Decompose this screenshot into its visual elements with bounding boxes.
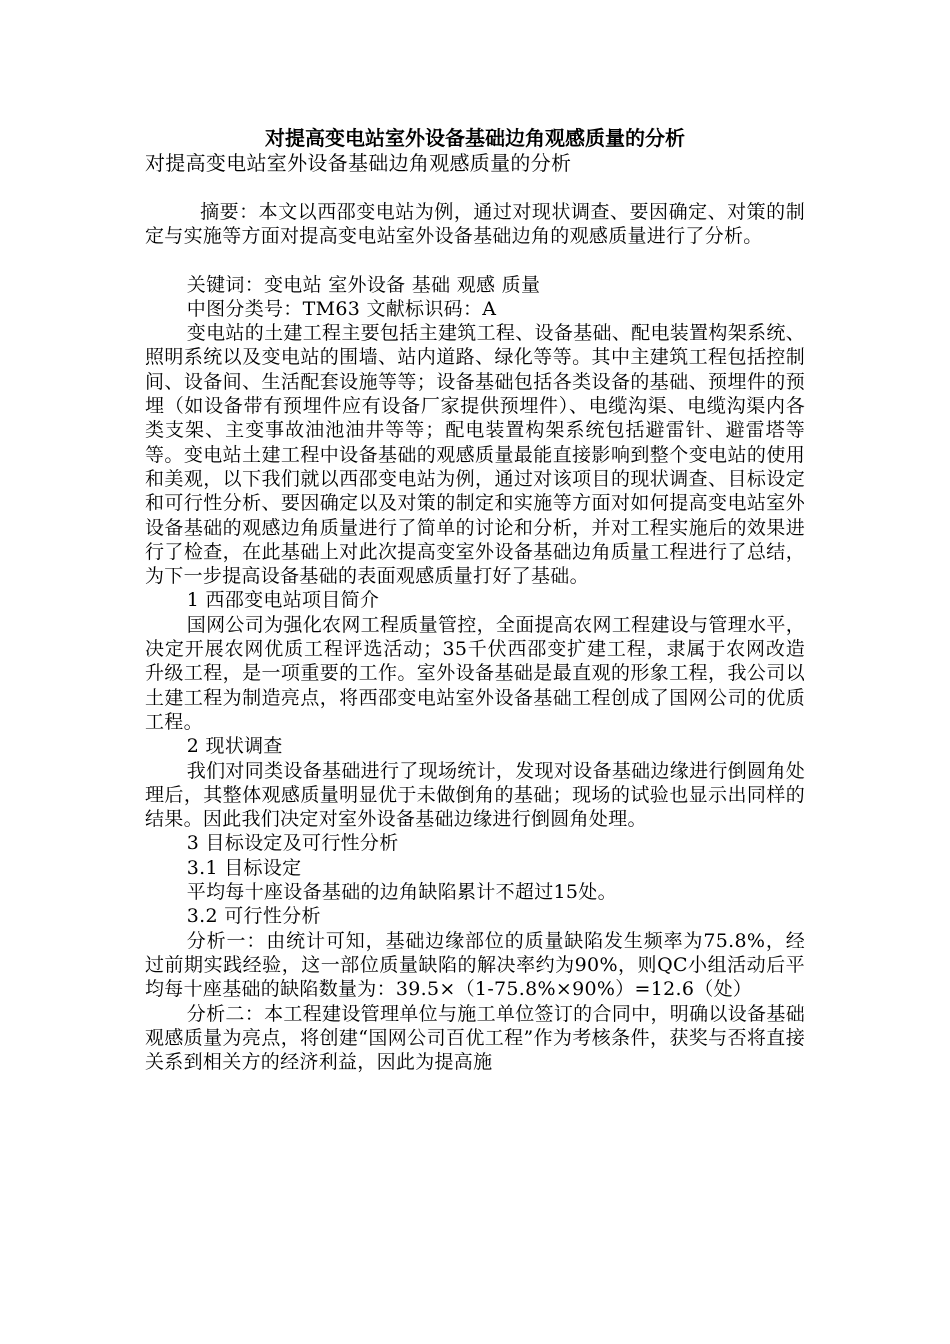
section-heading-2: 2 现状调查	[186, 735, 283, 758]
section-1-paragraph: 国网公司为强化农网工程质量管控，全面提高农网工程建设与管理水平，决定开展农网优质工程评选活动；35千伏西邵变扩建工程，隶属于农网改造升级工程，是一项重要的工作。室外设备基础是最直观的形象工程，我公司以土建工程为制造亮点，将西邵变电站室外设备基础工程创成了国网公司的优质工程。	[145, 613, 805, 733]
document-title: 对提高变电站室外设备基础边角观感质量的分析	[265, 126, 685, 150]
analysis-one-paragraph: 分析一：由统计可知，基础边缘部位的质量缺陷发生频率为75.8%，经过前期实践经验，这一部位质量缺陷的解决率约为90%，则QC小组活动后平均每十座基础的缺陷数量为：39.5×（1-75.8%×90%）=12.6（处）	[145, 929, 805, 1001]
section-heading-1: 1 西邵变电站项目简介	[186, 589, 380, 612]
analysis-two-paragraph: 分析二：本工程建设管理单位与施工单位签订的合同中，明确以设备基础观感质量为亮点，将创建“国网公司百优工程”作为考核条件，获奖与否将直接关系到相关方的经济利益，因此为提高施	[145, 1002, 805, 1074]
section-heading-3: 3 目标设定及可行性分析	[186, 832, 399, 855]
document-body	[145, 150, 805, 1074]
keywords: 关键词：变电站 室外设备 基础 观感 质量	[186, 273, 541, 296]
document-subtitle: 对提高变电站室外设备基础边角观感质量的分析	[145, 151, 572, 175]
subsection-heading-3-2: 3.2 可行性分析	[186, 905, 321, 928]
intro-paragraph: 变电站的土建工程主要包括主建筑工程、设备基础、配电装置构架系统、照明系统以及变电站的围墙、站内道路、绿化等等。其中主建筑工程包括控制间、设备间、生活配套设施等等；设备基础包括各类设备的基础、预埋件的预埋（如设备带有预埋件应有设备厂家提供预埋件）、电缆沟渠、电缆沟渠内各类支架、主变事故油池油井等等；配电装置构架系统包括避雷针、避雷塔等等。变电站土建工程中设备基础的观感质量最能直接影响到整个变电站的使用和美观，以下我们就以西邵变电站为例，通过对该项目的现状调查、目标设定和可行性分析、要因确定以及对策的制定和实施等方面对如何提高变电站室外设备基础的观感边角质量进行了简单的讨论和分析，并对工程实施后的效果进行了检查，在此基础上对此次提高变室外设备基础边角质量工程进行了总结，为下一步提高设备基础的表面观感质量打好了基础。	[145, 322, 805, 588]
section-2-paragraph: 我们对同类设备基础进行了现场统计，发现对设备基础边缘进行倒圆角处理后，其整体观感质量明显优于未做倒角的基础；现场的试验也显示出同样的结果。因此我们决定对室外设备基础边缘进行倒圆角处理。	[145, 759, 805, 831]
subsection-3-1-paragraph: 平均每十座设备基础的边角缺陷累计不超过15处。	[186, 881, 617, 904]
abstract: 摘要：本文以西邵变电站为例，通过对现状调查、要因确定、对策的制定与实施等方面对提高变电站室外设备基础边角的观感质量进行了分析。	[145, 201, 805, 248]
classification-code: 中图分类号：TM63 文献标识码：A	[186, 297, 497, 320]
subsection-heading-3-1: 3.1 目标设定	[186, 856, 302, 879]
